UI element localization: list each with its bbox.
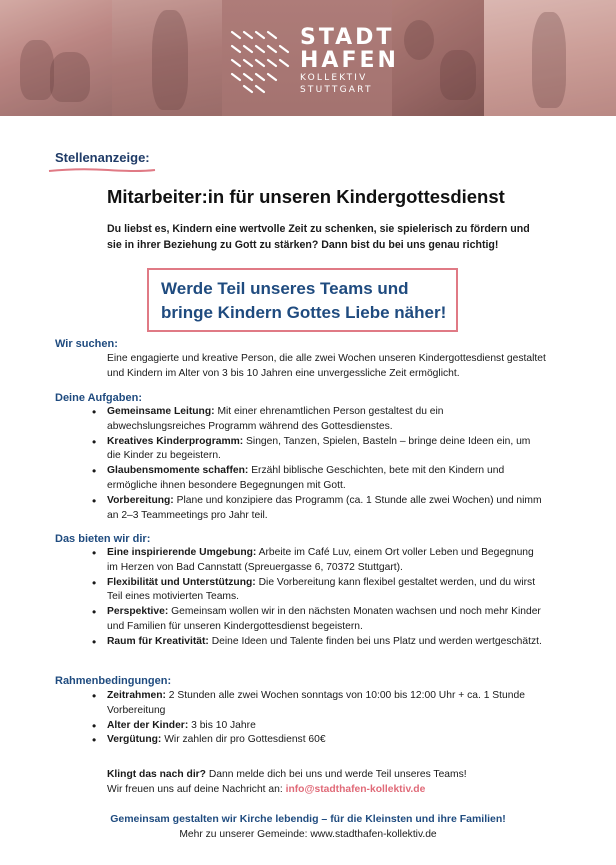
intro-text: Du liebst es, Kindern eine wertvolle Zeit zu schenken, sie spielerisch zu fördern und sie in ihrer Beziehung zu Gott zu stärken? Dann bist du bei uns genau richtig! xyxy=(107,223,530,251)
section-heading-rahmen: Rahmenbedingungen: xyxy=(55,675,172,687)
logo-line-stuttgart: STUTTGART xyxy=(300,85,373,95)
stadthafen-logo xyxy=(222,18,399,102)
callout-box xyxy=(147,268,458,332)
list-item: • Zeitrahmen: 2 Stunden alle zwei Wochen sonntags von 10:00 bis 12:00 Uhr + ca. 1 Stunde Vorbereitung xyxy=(92,689,542,719)
callout-line-1: Werde Teil unseres Teams und xyxy=(161,279,409,298)
list-item: • Glaubensmomente schaffen: Erzähl biblische Geschichten, bete mit den Kindern und ermögliche ihnen besondere Begegnungen mit Gott. xyxy=(92,464,542,494)
logo-line-kollektiv: KOLLEKTIV xyxy=(300,73,368,83)
footer-tagline: Gemeinsam gestalten wir Kirche lebendig – für die Kleinsten und ihre Familien! xyxy=(110,813,506,825)
email-link[interactable]: info@stadthafen-kollektiv.de xyxy=(285,784,426,795)
list-item: • Eine inspirierende Umgebung: Arbeite im Café Luv, einem Ort voller Leben und Begegnung im Herzen von Bad Cannstatt (Spreuergasse 6, 70372 Stuttgart). xyxy=(92,546,542,576)
list-item: • Kreatives Kinderprogramm: Singen, Tanzen, Spielen, Basteln – bringe deine Ideen ein, um die Kinder zu begeistern. xyxy=(92,435,542,465)
section-heading-aufgaben: Deine Aufgaben: xyxy=(55,392,142,404)
callout-line-2: bringe Kindern Gottes Liebe näher! xyxy=(161,303,447,322)
list-item: • Vorbereitung: Plane und konzipiere das Programm (ca. 1 Stunde alle zwei Wochen) und nimm an 2–3 Teammeetings pro Jahr teil. xyxy=(92,494,542,524)
section-heading-bieten: Das bieten wir dir: xyxy=(55,533,151,545)
header-banner xyxy=(0,0,616,116)
rahmen-list xyxy=(92,689,542,748)
list-item: • Gemeinsame Leitung: Mit einer ehrenamtlichen Person gestaltest du ein abwechslungsreiches Programm während des Gottesdienstes. xyxy=(92,405,542,435)
logo-mark-icon xyxy=(228,26,292,94)
label-underline xyxy=(48,166,156,174)
footer-website: Mehr zu unserer Gemeinde: www.stadthafen-kollektiv.de xyxy=(179,829,437,840)
list-item: • Flexibilität und Unterstützung: Die Vorbereitung kann flexibel gestaltet werden, und du wirst Teil eines motivierten Teams. xyxy=(92,576,542,606)
list-item: • Alter der Kinder: 3 bis 10 Jahre xyxy=(92,719,542,734)
closing-question: Klingt das nach dir? xyxy=(107,769,206,780)
aufgaben-list xyxy=(92,405,542,523)
logo-line-stadt: STADT xyxy=(300,25,395,50)
closing-text: Klingt das nach dir? Dann melde dich bei uns und werde Teil unseres Teams! Wir freuen uns auf deine Nachricht an: info@stadthafen-kollektiv.de xyxy=(107,769,467,795)
section-heading-wir-suchen: Wir suchen: xyxy=(55,338,118,350)
wir-suchen-text: Eine engagierte und kreative Person, die alle zwei Wochen unseren Kindergottesdienst gestaltet und Kindern im Alter von 3 bis 10 Jahren eine unvergessliche Zeit ermöglicht. xyxy=(107,353,546,379)
logo-line-hafen: HAFEN xyxy=(300,48,399,73)
list-item: • Raum für Kreativität: Deine Ideen und Talente finden bei uns Platz und werden wertgeschätzt. xyxy=(92,635,542,650)
ad-label: Stellenanzeige: xyxy=(55,150,150,165)
list-item: • Vergütung: Wir zahlen dir pro Gottesdienst 60€ xyxy=(92,733,542,748)
bieten-list xyxy=(92,546,542,650)
page-title: Mitarbeiter:in für unseren Kindergottesdienst xyxy=(107,186,505,207)
list-item: • Perspektive: Gemeinsam wollen wir in den nächsten Monaten wachsen und noch mehr Kinder und Familien für unseren Kindergottesdienst begeistern. xyxy=(92,605,542,635)
